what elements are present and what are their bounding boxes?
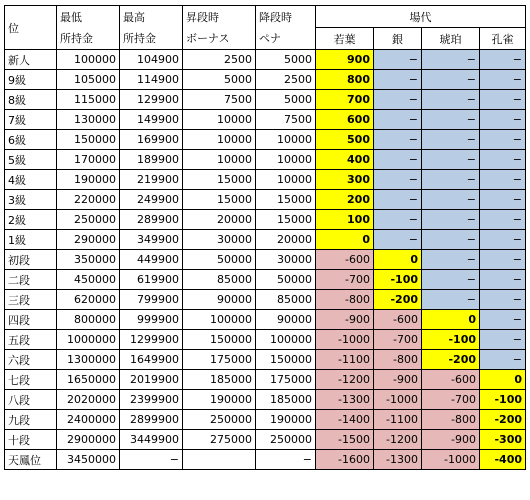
max-holdings-cell: 129900 xyxy=(120,90,183,110)
promotion-bonus-cell: 30000 xyxy=(183,230,256,250)
demotion-penalty-cell: 10000 xyxy=(256,170,316,190)
rank-cell: 3級 xyxy=(5,190,57,210)
min-holdings-cell: 2400000 xyxy=(57,410,120,430)
promotion-bonus-cell: 175000 xyxy=(183,350,256,370)
rank-cell: 4級 xyxy=(5,170,57,190)
venue-fee-cell-wakaba: -1500 xyxy=(316,430,374,450)
max-holdings-cell: 169900 xyxy=(120,130,183,150)
venue-fee-cell-kujaku: − xyxy=(480,150,526,170)
venue-fee-cell-kujaku: − xyxy=(480,310,526,330)
venue-fee-cell-gin: -1300 xyxy=(374,450,422,470)
rank-cell: 2級 xyxy=(5,210,57,230)
promotion-bonus-cell: 10000 xyxy=(183,110,256,130)
max-holdings-cell: 3449900 xyxy=(120,430,183,450)
max-holdings-cell: 289900 xyxy=(120,210,183,230)
demotion-penalty-cell: 175000 xyxy=(256,370,316,390)
promotion-bonus-cell: 15000 xyxy=(183,190,256,210)
venue-fee-cell-gin: − xyxy=(374,70,422,90)
promotion-bonus-cell: 10000 xyxy=(183,130,256,150)
venue-fee-cell-wakaba: 600 xyxy=(316,110,374,130)
max-holdings-cell: 799900 xyxy=(120,290,183,310)
venue-fee-cell-gin: − xyxy=(374,110,422,130)
venue-fee-cell-kujaku: 0 xyxy=(480,370,526,390)
demotion-penalty-cell: 190000 xyxy=(256,410,316,430)
table-row xyxy=(5,310,526,330)
venue-fee-cell-wakaba: 900 xyxy=(316,50,374,70)
venue-fee-cell-kohaku: − xyxy=(422,150,480,170)
venue-fee-cell-wakaba: -600 xyxy=(316,250,374,270)
table-row xyxy=(5,370,526,390)
header-bonus-line1: 昇段時 xyxy=(183,6,256,28)
min-holdings-cell: 130000 xyxy=(57,110,120,130)
venue-fee-cell-wakaba: -1300 xyxy=(316,390,374,410)
venue-fee-cell-wakaba: -700 xyxy=(316,270,374,290)
table-row xyxy=(5,270,526,290)
venue-fee-cell-gin: -1200 xyxy=(374,430,422,450)
promotion-bonus-cell: 5000 xyxy=(183,70,256,90)
header-max-line1: 最高 xyxy=(120,6,183,28)
venue-fee-cell-wakaba: -1400 xyxy=(316,410,374,430)
promotion-bonus-cell: 100000 xyxy=(183,310,256,330)
table-row xyxy=(5,410,526,430)
venue-fee-cell-kohaku: − xyxy=(422,50,480,70)
venue-fee-cell-kohaku: -600 xyxy=(422,370,480,390)
max-holdings-cell: 114900 xyxy=(120,70,183,90)
rank-cell: 1級 xyxy=(5,230,57,250)
min-holdings-cell: 150000 xyxy=(57,130,120,150)
venue-fee-cell-kujaku: − xyxy=(480,350,526,370)
venue-fee-cell-wakaba: 500 xyxy=(316,130,374,150)
min-holdings-cell: 620000 xyxy=(57,290,120,310)
max-holdings-cell: 619900 xyxy=(120,270,183,290)
venue-fee-cell-wakaba: -1000 xyxy=(316,330,374,350)
min-holdings-cell: 450000 xyxy=(57,270,120,290)
venue-fee-cell-wakaba: 700 xyxy=(316,90,374,110)
venue-fee-cell-gin: − xyxy=(374,150,422,170)
promotion-bonus-cell: 190000 xyxy=(183,390,256,410)
promotion-bonus-cell: 50000 xyxy=(183,250,256,270)
venue-fee-cell-kohaku: − xyxy=(422,190,480,210)
rank-cell: 二段 xyxy=(5,270,57,290)
venue-fee-cell-wakaba: -1600 xyxy=(316,450,374,470)
demotion-penalty-cell: 250000 xyxy=(256,430,316,450)
header-venue-group: 場代 xyxy=(316,6,526,28)
demotion-penalty-cell: 100000 xyxy=(256,330,316,350)
venue-fee-cell-kujaku: -100 xyxy=(480,390,526,410)
max-holdings-cell: 1649900 xyxy=(120,350,183,370)
header-venue-kohaku: 琥珀 xyxy=(422,28,480,50)
venue-fee-cell-kohaku: -800 xyxy=(422,410,480,430)
venue-fee-cell-kohaku: − xyxy=(422,130,480,150)
venue-fee-cell-wakaba: 800 xyxy=(316,70,374,90)
rank-cell: 新人 xyxy=(5,50,57,70)
venue-fee-cell-kujaku: -400 xyxy=(480,450,526,470)
min-holdings-cell: 1000000 xyxy=(57,330,120,350)
venue-fee-cell-gin: − xyxy=(374,130,422,150)
demotion-penalty-cell: 85000 xyxy=(256,290,316,310)
min-holdings-cell: 250000 xyxy=(57,210,120,230)
rank-cell: 8級 xyxy=(5,90,57,110)
venue-fee-cell-gin: -800 xyxy=(374,350,422,370)
table-row xyxy=(5,250,526,270)
venue-fee-cell-wakaba: -1200 xyxy=(316,370,374,390)
venue-fee-cell-kohaku: -900 xyxy=(422,430,480,450)
venue-fee-cell-wakaba: -1100 xyxy=(316,350,374,370)
demotion-penalty-cell: 185000 xyxy=(256,390,316,410)
venue-fee-cell-kohaku: -700 xyxy=(422,390,480,410)
venue-fee-cell-kohaku: 0 xyxy=(422,310,480,330)
venue-fee-cell-kujaku: − xyxy=(480,330,526,350)
rank-table-container xyxy=(4,5,526,470)
venue-fee-cell-wakaba: 300 xyxy=(316,170,374,190)
min-holdings-cell: 1300000 xyxy=(57,350,120,370)
rank-cell: 初段 xyxy=(5,250,57,270)
max-holdings-cell: 249900 xyxy=(120,190,183,210)
demotion-penalty-cell: 5000 xyxy=(256,90,316,110)
table-row xyxy=(5,150,526,170)
rank-cell: 三段 xyxy=(5,290,57,310)
header-bonus-line2: ボーナス xyxy=(183,28,256,50)
venue-fee-cell-gin: − xyxy=(374,190,422,210)
venue-fee-cell-kujaku: − xyxy=(480,250,526,270)
header-rank: 位 xyxy=(5,6,57,50)
promotion-bonus-cell xyxy=(183,450,256,470)
venue-fee-cell-kujaku: − xyxy=(480,230,526,250)
venue-fee-cell-kujaku: − xyxy=(480,110,526,130)
rank-cell: 九段 xyxy=(5,410,57,430)
table-row xyxy=(5,230,526,250)
promotion-bonus-cell: 85000 xyxy=(183,270,256,290)
max-holdings-cell: 449900 xyxy=(120,250,183,270)
promotion-bonus-cell: 90000 xyxy=(183,290,256,310)
demotion-penalty-cell: 150000 xyxy=(256,350,316,370)
venue-fee-cell-gin: -900 xyxy=(374,370,422,390)
rank-cell: 四段 xyxy=(5,310,57,330)
min-holdings-cell: 2020000 xyxy=(57,390,120,410)
promotion-bonus-cell: 10000 xyxy=(183,150,256,170)
min-holdings-cell: 1650000 xyxy=(57,370,120,390)
table-row xyxy=(5,350,526,370)
min-holdings-cell: 220000 xyxy=(57,190,120,210)
venue-fee-cell-gin: − xyxy=(374,50,422,70)
table-row xyxy=(5,170,526,190)
venue-fee-cell-kujaku: − xyxy=(480,50,526,70)
rank-cell: 十段 xyxy=(5,430,57,450)
venue-fee-cell-gin: -600 xyxy=(374,310,422,330)
rank-cell: 天鳳位 xyxy=(5,450,57,470)
venue-fee-cell-kujaku: − xyxy=(480,270,526,290)
venue-fee-cell-kohaku: − xyxy=(422,110,480,130)
venue-fee-cell-gin: -200 xyxy=(374,290,422,310)
rank-cell: 五段 xyxy=(5,330,57,350)
venue-fee-cell-wakaba: -900 xyxy=(316,310,374,330)
venue-fee-cell-gin: − xyxy=(374,230,422,250)
rank-cell: 7級 xyxy=(5,110,57,130)
venue-fee-cell-kujaku: -300 xyxy=(480,430,526,450)
max-holdings-cell: 1299900 xyxy=(120,330,183,350)
promotion-bonus-cell: 7500 xyxy=(183,90,256,110)
venue-fee-cell-kujaku: -200 xyxy=(480,410,526,430)
venue-fee-cell-kohaku: − xyxy=(422,290,480,310)
rank-cell: 六段 xyxy=(5,350,57,370)
venue-fee-cell-kohaku: -100 xyxy=(422,330,480,350)
venue-fee-cell-kujaku: − xyxy=(480,190,526,210)
demotion-penalty-cell: 2500 xyxy=(256,70,316,90)
table-row xyxy=(5,190,526,210)
demotion-penalty-cell: 20000 xyxy=(256,230,316,250)
max-holdings-cell: 104900 xyxy=(120,50,183,70)
min-holdings-cell: 190000 xyxy=(57,170,120,190)
header-penalty-line2: ペナ xyxy=(256,28,316,50)
table-row xyxy=(5,90,526,110)
header-row-1 xyxy=(5,6,526,28)
table-row xyxy=(5,290,526,310)
max-holdings-cell: 2019900 xyxy=(120,370,183,390)
venue-fee-cell-kujaku: − xyxy=(480,90,526,110)
table-row xyxy=(5,130,526,150)
demotion-penalty-cell: 15000 xyxy=(256,210,316,230)
header-penalty-line1: 降段時 xyxy=(256,6,316,28)
rank-cell: 八段 xyxy=(5,390,57,410)
header-venue-wakaba: 若葉 xyxy=(316,28,374,50)
demotion-penalty-cell: 15000 xyxy=(256,190,316,210)
header-min-line1: 最低 xyxy=(57,6,120,28)
promotion-bonus-cell: 20000 xyxy=(183,210,256,230)
venue-fee-cell-gin: -1000 xyxy=(374,390,422,410)
demotion-penalty-cell: − xyxy=(256,450,316,470)
table-row xyxy=(5,110,526,130)
venue-fee-cell-kohaku: − xyxy=(422,70,480,90)
table-row xyxy=(5,430,526,450)
venue-fee-cell-gin: − xyxy=(374,210,422,230)
header-max-line2: 所持金 xyxy=(120,28,183,50)
max-holdings-cell: 189900 xyxy=(120,150,183,170)
demotion-penalty-cell: 10000 xyxy=(256,130,316,150)
max-holdings-cell: 349900 xyxy=(120,230,183,250)
min-holdings-cell: 3450000 xyxy=(57,450,120,470)
demotion-penalty-cell: 7500 xyxy=(256,110,316,130)
demotion-penalty-cell: 10000 xyxy=(256,150,316,170)
venue-fee-cell-kohaku: − xyxy=(422,210,480,230)
promotion-bonus-cell: 185000 xyxy=(183,370,256,390)
venue-fee-cell-kujaku: − xyxy=(480,290,526,310)
venue-fee-cell-kujaku: − xyxy=(480,210,526,230)
table-row xyxy=(5,50,526,70)
min-holdings-cell: 105000 xyxy=(57,70,120,90)
header-row-2 xyxy=(5,28,526,50)
min-holdings-cell: 290000 xyxy=(57,230,120,250)
max-holdings-cell: 2899900 xyxy=(120,410,183,430)
demotion-penalty-cell: 5000 xyxy=(256,50,316,70)
promotion-bonus-cell: 2500 xyxy=(183,50,256,70)
header-min-line2: 所持金 xyxy=(57,28,120,50)
header-venue-kujaku: 孔雀 xyxy=(480,28,526,50)
venue-fee-cell-gin: 0 xyxy=(374,250,422,270)
header-venue-gin: 銀 xyxy=(374,28,422,50)
venue-fee-cell-wakaba: 200 xyxy=(316,190,374,210)
table-row xyxy=(5,450,526,470)
demotion-penalty-cell: 50000 xyxy=(256,270,316,290)
rank-table xyxy=(4,5,526,470)
venue-fee-cell-wakaba: 0 xyxy=(316,230,374,250)
min-holdings-cell: 2900000 xyxy=(57,430,120,450)
venue-fee-cell-wakaba: 100 xyxy=(316,210,374,230)
table-row xyxy=(5,390,526,410)
max-holdings-cell: 149900 xyxy=(120,110,183,130)
venue-fee-cell-wakaba: 400 xyxy=(316,150,374,170)
venue-fee-cell-kohaku: -1000 xyxy=(422,450,480,470)
max-holdings-cell: 2399900 xyxy=(120,390,183,410)
max-holdings-cell: − xyxy=(120,450,183,470)
venue-fee-cell-kohaku: − xyxy=(422,90,480,110)
venue-fee-cell-kohaku: -200 xyxy=(422,350,480,370)
max-holdings-cell: 219900 xyxy=(120,170,183,190)
rank-cell: 5級 xyxy=(5,150,57,170)
min-holdings-cell: 115000 xyxy=(57,90,120,110)
promotion-bonus-cell: 15000 xyxy=(183,170,256,190)
venue-fee-cell-kohaku: − xyxy=(422,170,480,190)
demotion-penalty-cell: 90000 xyxy=(256,310,316,330)
venue-fee-cell-kujaku: − xyxy=(480,170,526,190)
venue-fee-cell-kohaku: − xyxy=(422,230,480,250)
venue-fee-cell-gin: − xyxy=(374,90,422,110)
table-row xyxy=(5,330,526,350)
venue-fee-cell-gin: -1100 xyxy=(374,410,422,430)
rank-cell: 9級 xyxy=(5,70,57,90)
venue-fee-cell-gin: − xyxy=(374,170,422,190)
venue-fee-cell-gin: -700 xyxy=(374,330,422,350)
venue-fee-cell-kohaku: − xyxy=(422,250,480,270)
venue-fee-cell-kujaku: − xyxy=(480,130,526,150)
venue-fee-cell-kohaku: − xyxy=(422,270,480,290)
promotion-bonus-cell: 275000 xyxy=(183,430,256,450)
venue-fee-cell-gin: -100 xyxy=(374,270,422,290)
rank-cell: 七段 xyxy=(5,370,57,390)
min-holdings-cell: 100000 xyxy=(57,50,120,70)
min-holdings-cell: 170000 xyxy=(57,150,120,170)
min-holdings-cell: 800000 xyxy=(57,310,120,330)
promotion-bonus-cell: 250000 xyxy=(183,410,256,430)
min-holdings-cell: 350000 xyxy=(57,250,120,270)
promotion-bonus-cell: 150000 xyxy=(183,330,256,350)
max-holdings-cell: 999900 xyxy=(120,310,183,330)
demotion-penalty-cell: 30000 xyxy=(256,250,316,270)
venue-fee-cell-wakaba: -800 xyxy=(316,290,374,310)
table-row xyxy=(5,70,526,90)
table-row xyxy=(5,210,526,230)
venue-fee-cell-kujaku: − xyxy=(480,70,526,90)
rank-cell: 6級 xyxy=(5,130,57,150)
